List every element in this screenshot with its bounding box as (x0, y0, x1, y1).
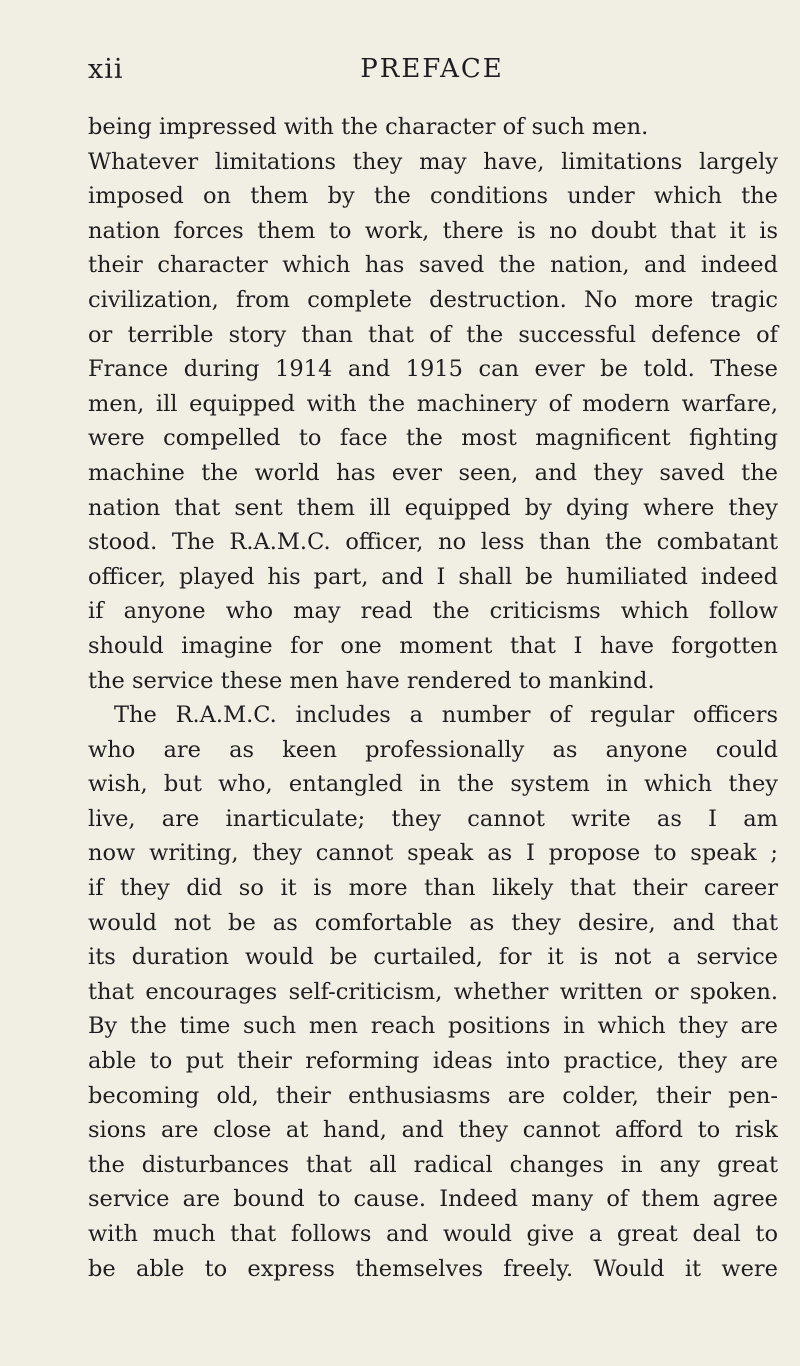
text-line: if they did so it is more than likely that their career (88, 875, 778, 902)
text-line: were compelled to face the most magnificent fighting (88, 425, 778, 452)
text-line: wish, but who, entangled in the system in which they (88, 771, 778, 798)
text-line: civilization, from complete destruction. No more tragic (88, 286, 778, 313)
text-line: imposed on them by the conditions under which the (88, 183, 778, 210)
text-line: or terrible story than that of the successful defence of (88, 321, 778, 348)
text-line: if anyone who may read the criticisms which follow (88, 598, 778, 625)
text-line: becoming old, their enthusiasms are colder, their pen- (88, 1082, 778, 1109)
text-line: who are as keen professionally as anyone could (88, 736, 778, 763)
text-line: France during 1914 and 1915 can ever be told. These (88, 356, 778, 383)
text-line: its duration would be curtailed, for it is not a service (88, 944, 778, 971)
text-line: being impressed with the character of such men. (88, 114, 649, 140)
text-line: that encourages self-criticism, whether written or spoken. (88, 978, 778, 1005)
text-line: able to put their reforming ideas into practice, they are (88, 1048, 778, 1075)
text-line: machine the world has ever seen, and they saved the (88, 459, 778, 486)
text-line: with much that follows and would give a great deal to (88, 1221, 778, 1247)
text-line: live, are inarticulate; they cannot write as I am (88, 805, 778, 832)
text-line: now writing, they cannot speak as I propose to speak ; (88, 840, 778, 867)
text-line: the service these men have rendered to mankind. (88, 667, 655, 694)
text-line: be able to express themselves freely. Would it were (88, 1255, 778, 1282)
running-title: PREFACE (360, 54, 504, 84)
text-line: stood. The R.A.M.C. officer, no less than the combatant (88, 529, 778, 556)
page-number: xii (88, 54, 124, 85)
text-line: their character which has saved the nation, and indeed (88, 252, 778, 279)
text-line-paragraph-start: The R.A.M.C. includes a number of regular officers (114, 702, 778, 729)
text-line: nation that sent them ill equipped by dying where they (88, 494, 778, 521)
body-text (88, 110, 778, 1286)
text-line: officer, played his part, and I shall be humiliated indeed (88, 563, 778, 590)
running-head (88, 54, 776, 94)
text-line: Whatever limitations they may have, limitations largely (88, 148, 778, 175)
text-line: sions are close at hand, and they cannot afford to risk (88, 1117, 778, 1144)
text-line: the disturbances that all radical changes in any great (88, 1151, 778, 1178)
text-line: men, ill equipped with the machinery of modern warfare, (88, 390, 778, 417)
text-line: By the time such men reach positions in which they are (88, 1013, 778, 1040)
text-line: should imagine for one moment that I have forgotten (88, 632, 778, 659)
text-line: nation forces them to work, there is no doubt that it is (88, 217, 778, 244)
text-line: service are bound to cause. Indeed many of them agree (88, 1186, 778, 1213)
text-line: would not be as comfortable as they desire, and that (88, 909, 778, 936)
